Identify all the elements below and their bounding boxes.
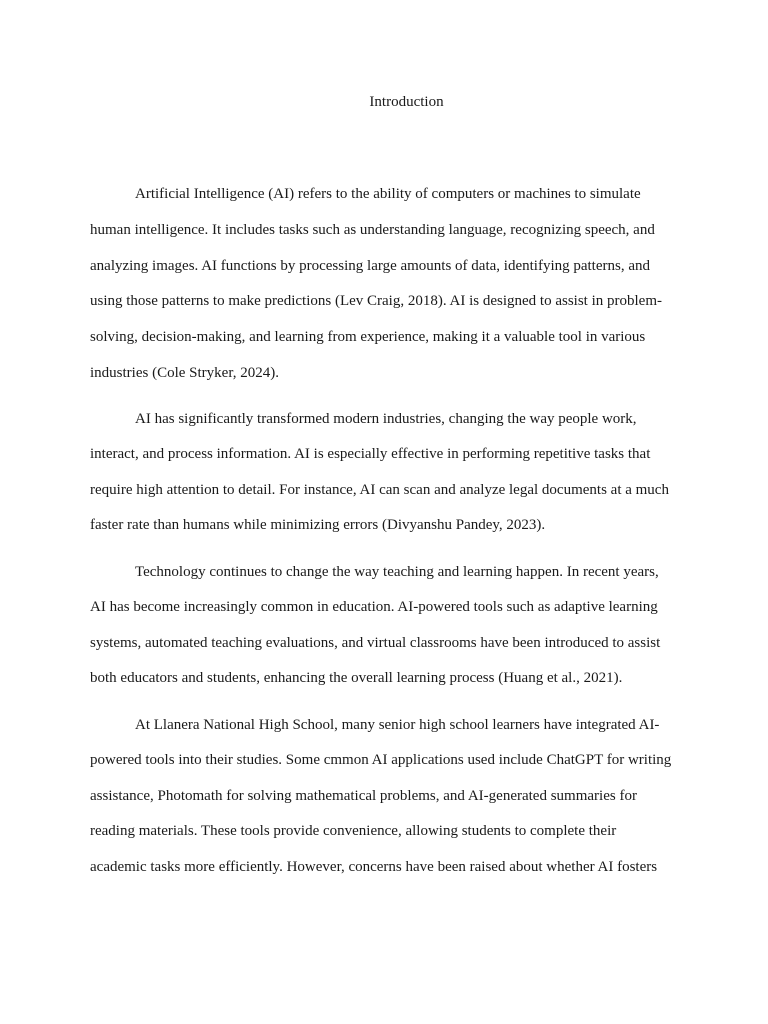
paragraph-3-line-4: both educators and students, enhancing the overall learning process (Huang et al., 2021). <box>90 670 623 686</box>
paragraph-2-line-2: interact, and process information. AI is especially effective in performing repetitive tasks that <box>90 446 651 462</box>
paragraph-2-line-1: AI has significantly transformed modern industries, changing the way people work, <box>135 411 637 427</box>
paragraph-1-line-1: Artificial Intelligence (AI) refers to the ability of computers or machines to simulate <box>135 186 641 202</box>
paragraph-1-line-6: industries (Cole Stryker, 2024). <box>90 365 279 381</box>
paragraph-3-line-1: Technology continues to change the way teaching and learning happen. In recent years, <box>135 564 659 580</box>
page-title: Introduction <box>369 94 444 110</box>
paragraph-4-line-3: assistance, Photomath for solving mathematical problems, and AI-generated summaries for <box>90 788 637 804</box>
paragraph-4-line-5: academic tasks more efficiently. However, concerns have been raised about whether AI fosters <box>90 859 658 875</box>
paragraph-4-line-2: powered tools into their studies. Some cmmon AI applications used include ChatGPT for writing <box>90 752 672 768</box>
paragraph-3-line-3: systems, automated teaching evaluations, and virtual classrooms have been introduced to assist <box>90 635 661 651</box>
paragraph-3-line-2: AI has become increasingly common in education. AI-powered tools such as adaptive learning <box>90 599 658 615</box>
paragraph-2-line-3: require high attention to detail. For instance, AI can scan and analyze legal documents at a much <box>90 482 669 498</box>
paragraph-1-line-4: using those patterns to make predictions (Lev Craig, 2018). AI is designed to assist in problem- <box>90 293 662 309</box>
paragraph-2-line-4: faster rate than humans while minimizing errors (Divyanshu Pandey, 2023). <box>90 517 546 533</box>
paragraph-1-line-5: solving, decision-making, and learning from experience, making it a valuable tool in various <box>90 329 646 345</box>
paragraph-4-line-4: reading materials. These tools provide convenience, allowing students to complete their <box>90 823 617 839</box>
paragraph-4-line-1: At Llanera National High School, many senior high school learners have integrated AI- <box>135 717 660 733</box>
paragraph-1-line-2: human intelligence. It includes tasks such as understanding language, recognizing speech, and <box>90 222 655 238</box>
paragraph-1-line-3: analyzing images. AI functions by processing large amounts of data, identifying patterns, and <box>90 258 651 274</box>
